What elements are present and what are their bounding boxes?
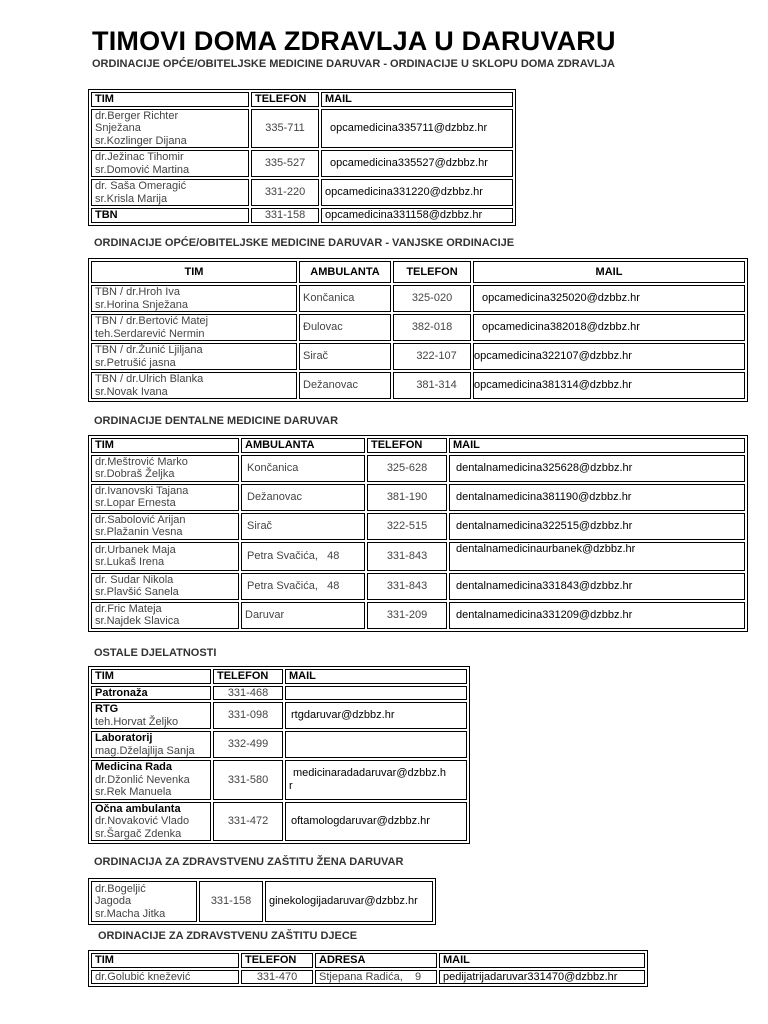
tim-cell: dr.Bogeljić Jagoda sr.Macha Jitka	[91, 881, 197, 922]
ambulanta-cell: Končanica	[299, 285, 391, 312]
table-row	[91, 208, 513, 223]
table-row	[91, 109, 513, 149]
tim-cell: Patronaža	[91, 686, 211, 701]
tim-cell: RTG teh.Horvat Željko	[91, 702, 211, 729]
tim-cell: dr.Urbanek Maja sr.Lukaš Irena	[91, 542, 239, 571]
mail-link[interactable]: opcamedicina382018@dzbbz.hr	[473, 314, 745, 341]
col-header-mail: MAIL	[473, 261, 745, 283]
table-row	[91, 760, 467, 800]
mail-link[interactable]: opcamedicina331158@dzbbz.hr	[321, 208, 513, 223]
table-row	[91, 702, 467, 729]
telefon-cell: 331-470	[241, 970, 313, 985]
telefon-cell: 331-843	[367, 573, 447, 600]
telefon-cell: 335-527	[251, 150, 319, 177]
tim-cell: TBN / dr.Žunić Ljiljana sr.Petrušić jasna	[91, 343, 297, 370]
table-row	[91, 686, 467, 701]
telefon-cell: 325-020	[393, 285, 471, 312]
mail-link[interactable]: dentalnamedicina331209@dzbbz.hr	[449, 602, 745, 629]
tim-cell: TBN / dr.Hroh Iva sr.Horina Snježana	[91, 285, 297, 312]
col-header-mail: MAIL	[321, 92, 513, 107]
mail-link[interactable]: oftamologdaruvar@dzbbz.hr	[285, 802, 467, 842]
col-header-tim: TIM	[91, 261, 297, 283]
col-header-tim: TIM	[91, 92, 249, 107]
telefon-cell: 325-628	[367, 455, 447, 482]
telefon-cell: 382-018	[393, 314, 471, 341]
table-opca-vanjske	[88, 258, 748, 402]
mail-link[interactable]: dentalnamedicina325628@dzbbz.hr	[449, 455, 745, 482]
ambulanta-cell: Dežanovac	[241, 484, 365, 511]
tim-cell: dr.Ivanovski Tajana sr.Lopar Ernesta	[91, 484, 239, 511]
telefon-cell: 331-209	[367, 602, 447, 629]
tim-cell: TBN / dr.Bertović Matej teh.Serdarević Nermin	[91, 314, 297, 341]
telefon-cell: 331-580	[213, 760, 283, 800]
tim-cell: dr.Berger Richter Snježana sr.Kozlinger Dijana	[91, 109, 249, 149]
telefon-cell: 332-499	[213, 731, 283, 758]
telefon-cell: 331-468	[213, 686, 283, 701]
mail-cell	[285, 686, 467, 701]
tim-cell: dr.Ježinac Tihomir sr.Domović Martina	[91, 150, 249, 177]
tim-cell: TBN / dr.Ulrich Blanka sr.Novak Ivana	[91, 372, 297, 399]
col-header-telefon: TELEFON	[251, 92, 319, 107]
telefon-cell: 322-107	[393, 343, 471, 370]
telefon-cell: 335-711	[251, 109, 319, 149]
telefon-cell: 331-472	[213, 802, 283, 842]
telefon-cell: 381-190	[367, 484, 447, 511]
table-djeca	[88, 950, 648, 987]
ambulanta-cell: Dežanovac	[299, 372, 391, 399]
ambulanta-cell: Daruvar	[241, 602, 365, 629]
section-title-opca-dz: ORDINACIJE OPĆE/OBITELJSKE MEDICINE DARUVAR - ORDINACIJE U SKLOPU DOMA ZDRAVLJA	[92, 58, 615, 70]
telefon-cell: 381-314	[393, 372, 471, 399]
section-title-zene: ORDINACIJA ZA ZDRAVSTVENU ZAŠTITU ŽENA DARUVAR	[94, 856, 404, 868]
table-row	[91, 731, 467, 758]
section-title-dentalne: ORDINACIJE DENTALNE MEDICINE DARUVAR	[94, 415, 339, 427]
tim-cell: Laboratorij mag.Dželajlija Sanja	[91, 731, 211, 758]
mail-link[interactable]: opcamedicina335527@dzbbz.hr	[321, 150, 513, 177]
mail-link[interactable]: opcamedicina381314@dzbbz.hr	[473, 372, 745, 399]
tim-cell: dr.Meštrović Marko sr.Dobraš Željka	[91, 455, 239, 482]
section-title-vanjske: ORDINACIJE OPĆE/OBITELJSKE MEDICINE DARUVAR - VANJSKE ORDINACIJE	[94, 237, 515, 249]
mail-link[interactable]: dentalnamedicina381190@dzbbz.hr	[449, 484, 745, 511]
mail-link[interactable]: opcamedicina331220@dzbbz.hr	[321, 179, 513, 206]
col-header-telefon: TELEFON	[241, 953, 313, 968]
ambulanta-cell: Sirač	[241, 513, 365, 540]
mail-cell	[285, 731, 467, 758]
table-row	[91, 285, 745, 312]
mail-link[interactable]: opcamedicina322107@dzbbz.hr	[473, 343, 745, 370]
adresa-cell: Stjepana Radića, 9	[315, 970, 437, 985]
table-row	[91, 573, 745, 600]
telefon-cell: 331-220	[251, 179, 319, 206]
ambulanta-cell: Končanica	[241, 455, 365, 482]
col-header-adresa: ADRESA	[315, 953, 437, 968]
col-header-mail: MAIL	[449, 438, 745, 453]
table-dentalne	[88, 435, 748, 632]
ambulanta-cell: Petra Svačića, 48	[241, 542, 365, 571]
tim-cell: Medicina Rada dr.Džonlić Nevenka sr.Rek Manuela	[91, 760, 211, 800]
mail-link[interactable]: dentalnamedicinaurbanek@dzbbz.hr	[449, 542, 745, 571]
tim-cell: dr.Sabolović Arijan sr.Plažanin Vesna	[91, 513, 239, 540]
table-row	[91, 314, 745, 341]
section-title-djeca: ORDINACIJE ZA ZDRAVSTVENU ZAŠTITU DJECE	[98, 930, 358, 942]
col-header-ambulanta: AMBULANTA	[241, 438, 365, 453]
mail-link[interactable]: medicinaradadaruvar@dzbbz.h r	[285, 760, 467, 800]
col-header-telefon: TELEFON	[213, 669, 283, 684]
mail-link[interactable]: opcamedicina325020@dzbbz.hr	[473, 285, 745, 312]
telefon-cell: 331-158	[251, 208, 319, 223]
col-header-mail: MAIL	[439, 953, 645, 968]
mail-link[interactable]: ginekologijadaruvar@dzbbz.hr	[265, 881, 433, 922]
telefon-cell: 331-098	[213, 702, 283, 729]
table-row	[91, 513, 745, 540]
tim-cell: dr.Golubić knežević	[91, 970, 239, 985]
col-header-telefon: TELEFON	[393, 261, 471, 283]
table-row	[91, 802, 467, 842]
table-row	[91, 542, 745, 571]
mail-link[interactable]: rtgdaruvar@dzbbz.hr	[285, 702, 467, 729]
table-row	[91, 881, 433, 922]
table-row	[91, 179, 513, 206]
mail-link[interactable]: pedijatrijadaruvar331470@dzbbz.hr	[439, 970, 645, 985]
table-row	[91, 602, 745, 629]
col-header-tim: TIM	[91, 669, 211, 684]
table-row	[91, 484, 745, 511]
telefon-cell: 331-158	[199, 881, 263, 922]
col-header-tim: TIM	[91, 438, 239, 453]
tim-cell: dr. Saša Omeragić sr.Krisla Marija	[91, 179, 249, 206]
mail-link[interactable]: opcamedicina335711@dzbbz.hr	[321, 109, 513, 149]
table-opca-dz	[88, 89, 516, 226]
telefon-cell: 331-843	[367, 542, 447, 571]
page-title: TIMOVI DOMA ZDRAVLJA U DARUVARU	[92, 26, 616, 56]
mail-link[interactable]: dentalnamedicina331843@dzbbz.hr	[449, 573, 745, 600]
table-row	[91, 372, 745, 399]
col-header-tim: TIM	[91, 953, 239, 968]
ambulanta-cell: Sirač	[299, 343, 391, 370]
col-header-telefon: TELEFON	[367, 438, 447, 453]
tim-cell: TBN	[91, 208, 249, 223]
ambulanta-cell: Petra Svačića, 48	[241, 573, 365, 600]
col-header-mail: MAIL	[285, 669, 467, 684]
telefon-cell: 322-515	[367, 513, 447, 540]
tim-cell: dr. Sudar Nikola sr.Plavšić Sanela	[91, 573, 239, 600]
table-ostale	[88, 666, 470, 844]
col-header-ambulanta: AMBULANTA	[299, 261, 391, 283]
tim-cell: Očna ambulanta dr.Novaković Vlado sr.Šargač Zdenka	[91, 802, 211, 842]
tim-cell: dr.Fric Mateja sr.Najdek Slavica	[91, 602, 239, 629]
table-row	[91, 150, 513, 177]
section-title-ostale: OSTALE DJELATNOSTI	[94, 647, 217, 659]
table-zene	[88, 878, 436, 925]
mail-link[interactable]: dentalnamedicina322515@dzbbz.hr	[449, 513, 745, 540]
table-row	[91, 343, 745, 370]
ambulanta-cell: Đulovac	[299, 314, 391, 341]
table-row	[91, 970, 645, 985]
table-row	[91, 455, 745, 482]
